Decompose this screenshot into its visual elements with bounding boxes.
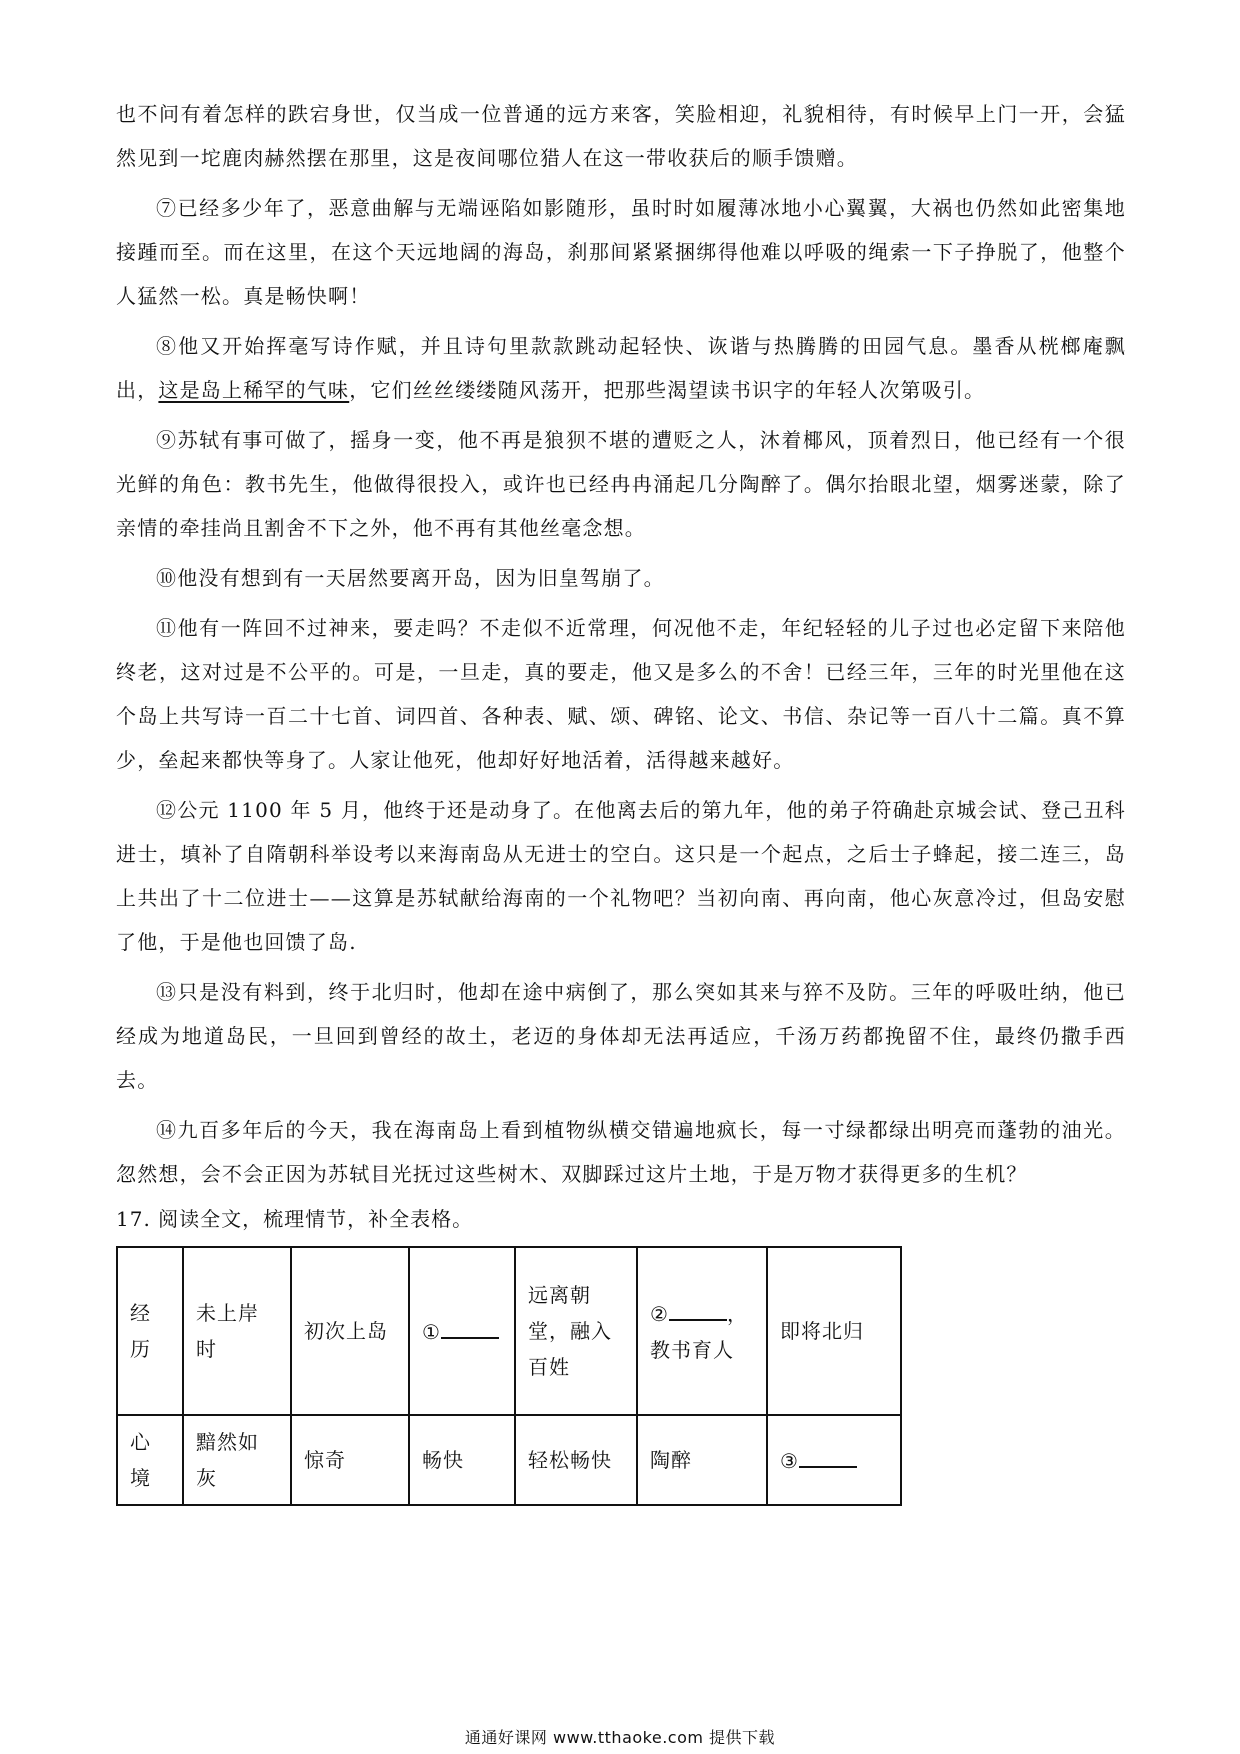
paragraph-8-start: ⑧他又开始挥毫写诗作赋，并且诗句里款款跳动起轻快、诙谐与热腾腾的田园气息。墨香从桄榔庵飘出， <box>116 334 1126 402</box>
blank-cell-2[interactable] <box>637 1247 767 1415</box>
paragraph-12: ⑫公元 1100 年 5 月，他终于还是动身了。在他离去后的第九年，他的弟子符确赴京城会试、登己丑科进士，填补了自隋朝科举设考以来海南岛从无进士的空白。这只是一个起点，之后士子蜂起，接二连三，岛上共出了十二位进士——这算是苏轼献给海南的一个礼物吧？当初向南、再向南，他心灰意冷过，但岛安慰了他，于是他也回馈了岛. <box>116 798 1126 954</box>
paragraph-11: ⑪他有一阵回不过神来，要走吗？不走似不近常理，何况他不走，年纪轻轻的儿子过也必定留下来陪他终老，这对过是不公平的。可是，一旦走，真的要走，他又是多么的不舍！已经三年，三年的时光里他在这个岛上共写诗一百二十七首、词四首、各种表、赋、颂、碑铭、论文、书信、杂记等一百八十二篇。真不算少，垒起来都快等身了。人家让他死，他却好好地活着，活得越来越好。 <box>116 616 1126 772</box>
table-row-mood <box>117 1415 901 1505</box>
table-cell: 即将北归 <box>767 1247 901 1415</box>
row-header-experience: 经历 <box>117 1247 183 1415</box>
teaching-text: 教书育人 <box>650 1337 734 1362</box>
table-cell: 初次上岛 <box>291 1247 409 1415</box>
paragraph-9: ⑨苏轼有事可做了，摇身一变，他不再是狼狈不堪的遭贬之人，沐着椰风，顶着烈日，他已经有一个很光鲜的角色：教书先生，他做得很投入，或许也已经冉冉涌起几分陶醉了。偶尔抬眼北望，烟雾迷蒙，除了亲情的牵挂尚且割舍不下之外，他不再有其他丝毫念想。 <box>116 428 1126 540</box>
table-cell: 远离朝堂，融入百姓 <box>515 1247 637 1415</box>
table-cell: 畅快 <box>409 1415 515 1505</box>
paragraph-10: ⑩他没有想到有一天居然要离开岛，因为旧皇驾崩了。 <box>156 566 665 590</box>
answer-blank-3[interactable] <box>799 1442 857 1468</box>
blank-number-2: ② <box>650 1301 669 1326</box>
table-cell: 惊奇 <box>291 1415 409 1505</box>
paragraph-8-end: ，它们丝丝缕缕随风荡开，把那些渴望读书识字的年轻人次第吸引。 <box>349 378 986 402</box>
footer-watermark: 通通好课网 www.tthaoke.com 提供下载 <box>464 1728 776 1747</box>
blank-number-3: ③ <box>780 1448 799 1473</box>
blank-number-1: ① <box>422 1319 441 1344</box>
table-cell: 黯然如灰 <box>183 1415 291 1505</box>
answer-blank-1[interactable] <box>441 1313 499 1339</box>
row-header-mood: 心境 <box>117 1415 183 1505</box>
paragraph-6-continued: 也不问有着怎样的跌宕身世，仅当成一位普通的远方来客，笑脸相迎，礼貌相待，有时候早上门一开，会猛然见到一坨鹿肉赫然摆在那里，这是夜间哪位猎人在这一带收获后的顺手馈赠。 <box>116 102 1126 170</box>
table-row-experience <box>117 1247 901 1415</box>
paragraph-7: ⑦已经多少年了，恶意曲解与无端诬陷如影随形，虽时时如履薄冰地小心翼翼，大祸也仍然如此密集地接踵而至。而在这里，在这个天远地阔的海岛，刹那间紧紧捆绑得他难以呼吸的绳索一下子挣脱了，他整个人猛然一松。真是畅快啊！ <box>116 196 1126 308</box>
table-cell: 轻松畅快 <box>515 1415 637 1505</box>
table-cell: 未上岸时 <box>183 1247 291 1415</box>
blank-cell-3[interactable] <box>767 1415 901 1505</box>
paragraph-8 <box>116 324 1126 412</box>
paragraph-13: ⑬只是没有料到，终于北归时，他却在途中病倒了，那么突如其来与猝不及防。三年的呼吸吐纳，他已经成为地道岛民，一旦回到曾经的故土，老迈的身体却无法再适应，千汤万药都挽留不住，最终仍撒手西去。 <box>116 980 1126 1092</box>
underlined-sentence: 这是岛上稀罕的气味 <box>158 378 350 402</box>
table-cell: 陶醉 <box>637 1415 767 1505</box>
answer-blank-2[interactable] <box>669 1295 727 1321</box>
blank-cell-1[interactable] <box>409 1247 515 1415</box>
question-17: 17. 阅读全文，梳理情节，补全表格。 <box>116 1207 474 1231</box>
blank-2-comma: ， <box>726 1301 748 1326</box>
plot-table <box>116 1246 902 1506</box>
paragraph-14: ⑭九百多年后的今天，我在海南岛上看到植物纵横交错遍地疯长，每一寸绿都绿出明亮而蓬勃的油光。忽然想，会不会正因为苏轼目光抚过这些树木、双脚踩过这片土地，于是万物才获得更多的生机？ <box>116 1118 1126 1186</box>
document-page <box>116 92 1126 1506</box>
